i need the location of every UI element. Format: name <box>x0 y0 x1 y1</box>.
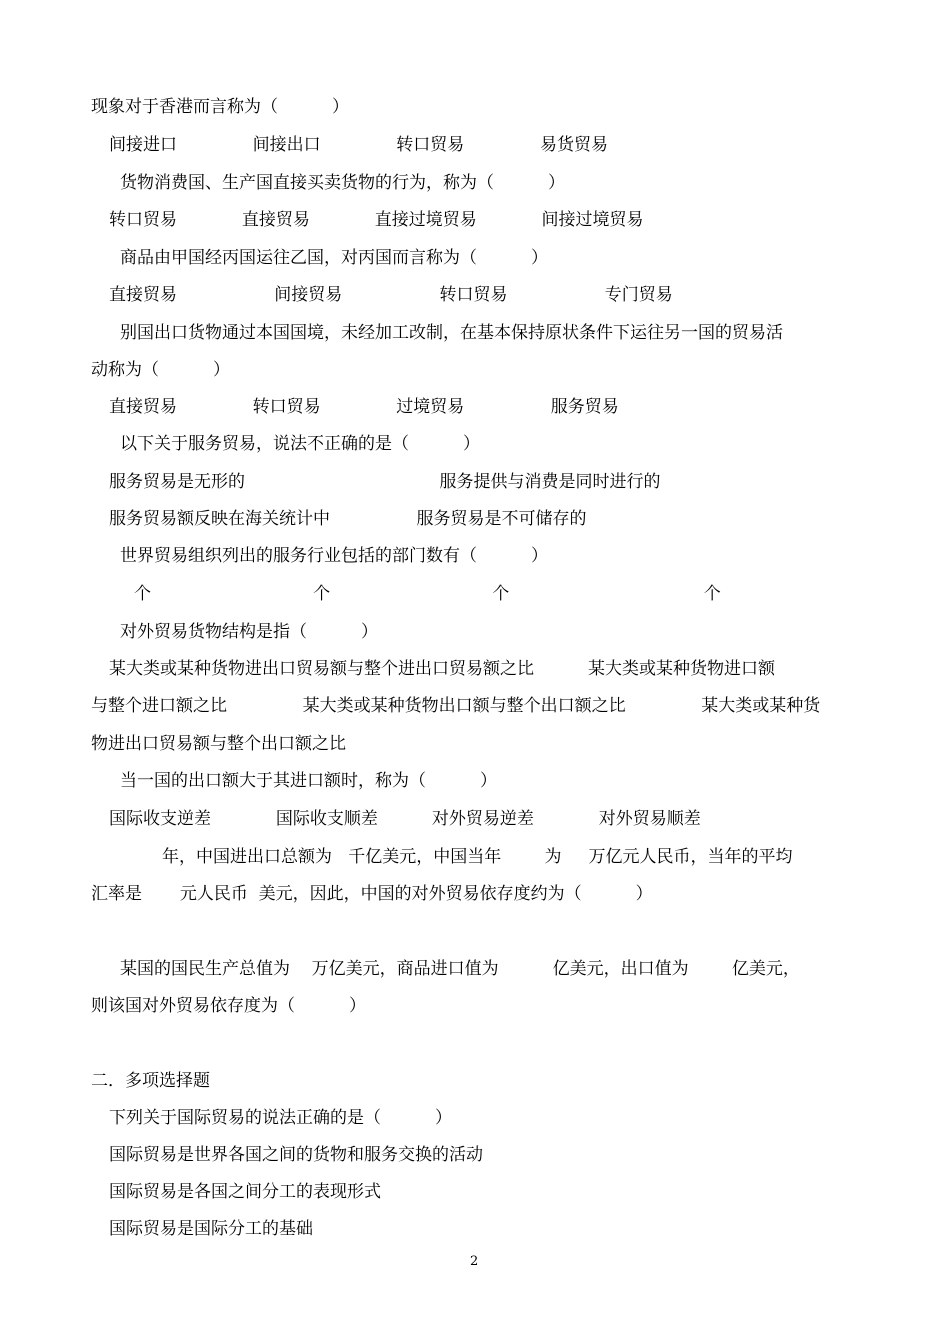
answer-options: 服务贸易是无形的 服务提供与消费是同时进行的 <box>109 472 661 492</box>
answer-option: 国际贸易是国际分工的基础 <box>109 1219 313 1239</box>
question-text: 下列关于国际贸易的说法正确的是（ ） <box>109 1108 453 1128</box>
question-text: 则该国对外贸易依存度为（ ） <box>91 996 367 1016</box>
answer-options: 直接贸易 转口贸易 过境贸易 服务贸易 <box>109 397 619 417</box>
answer-options: 某大类或某种货物进出口贸易额与整个进出口贸易额之比 某大类或某种货物进口额 <box>109 659 776 679</box>
answer-option: 国际贸易是各国之间分工的表现形式 <box>109 1182 381 1202</box>
answer-options: 服务贸易额反映在海关统计中 服务贸易是不可储存的 <box>109 509 587 529</box>
question-text: 现象对于香港而言称为（ ） <box>91 97 350 117</box>
question-text: 别国出口货物通过本国国境，未经加工改制，在基本保持原状条件下运往另一国的贸易活 <box>120 323 783 343</box>
question-text: 年，中国进出口总额为 千亿美元，中国当年 为 万亿元人民币，当年的平均 <box>162 847 793 867</box>
answer-options: 国际收支逆差 国际收支顺差 对外贸易逆差 对外贸易顺差 <box>109 809 701 829</box>
answer-options: 个 个 个 个 <box>134 584 721 604</box>
question-text: 某国的国民生产总值为 万亿美元，商品进口值为 亿美元，出口值为 亿美元， <box>120 959 800 979</box>
answer-option: 国际贸易是世界各国之间的货物和服务交换的活动 <box>109 1145 483 1165</box>
question-text: 世界贸易组织列出的服务行业包括的部门数有（ ） <box>120 546 549 566</box>
answer-options: 物进出口贸易额与整个出口额之比 <box>91 734 346 754</box>
answer-options: 间接进口 间接出口 转口贸易 易货贸易 <box>109 135 608 155</box>
question-text: 动称为（ ） <box>91 360 231 380</box>
question-text: 汇率是 元人民币 美元，因此，中国的对外贸易依存度约为（ ） <box>91 884 653 904</box>
question-text: 货物消费国、生产国直接买卖货物的行为，称为（ ） <box>120 173 566 193</box>
question-text: 以下关于服务贸易，说法不正确的是（ ） <box>120 434 481 454</box>
page-number: 2 <box>470 1254 479 1269</box>
answer-options: 直接贸易 间接贸易 转口贸易 专门贸易 <box>109 285 673 305</box>
answer-options: 转口贸易 直接贸易 直接过境贸易 间接过境贸易 <box>109 210 644 230</box>
question-text: 商品由甲国经丙国运往乙国，对丙国而言称为（ ） <box>120 248 549 268</box>
question-text: 当一国的出口额大于其进口额时，称为（ ） <box>120 771 498 791</box>
answer-options: 与整个进口额之比 某大类或某种货物出口额与整个出口额之比 某大类或某种货 <box>91 696 821 716</box>
section-heading: 二．多项选择题 <box>91 1071 210 1091</box>
question-text: 对外贸易货物结构是指（ ） <box>120 622 379 642</box>
